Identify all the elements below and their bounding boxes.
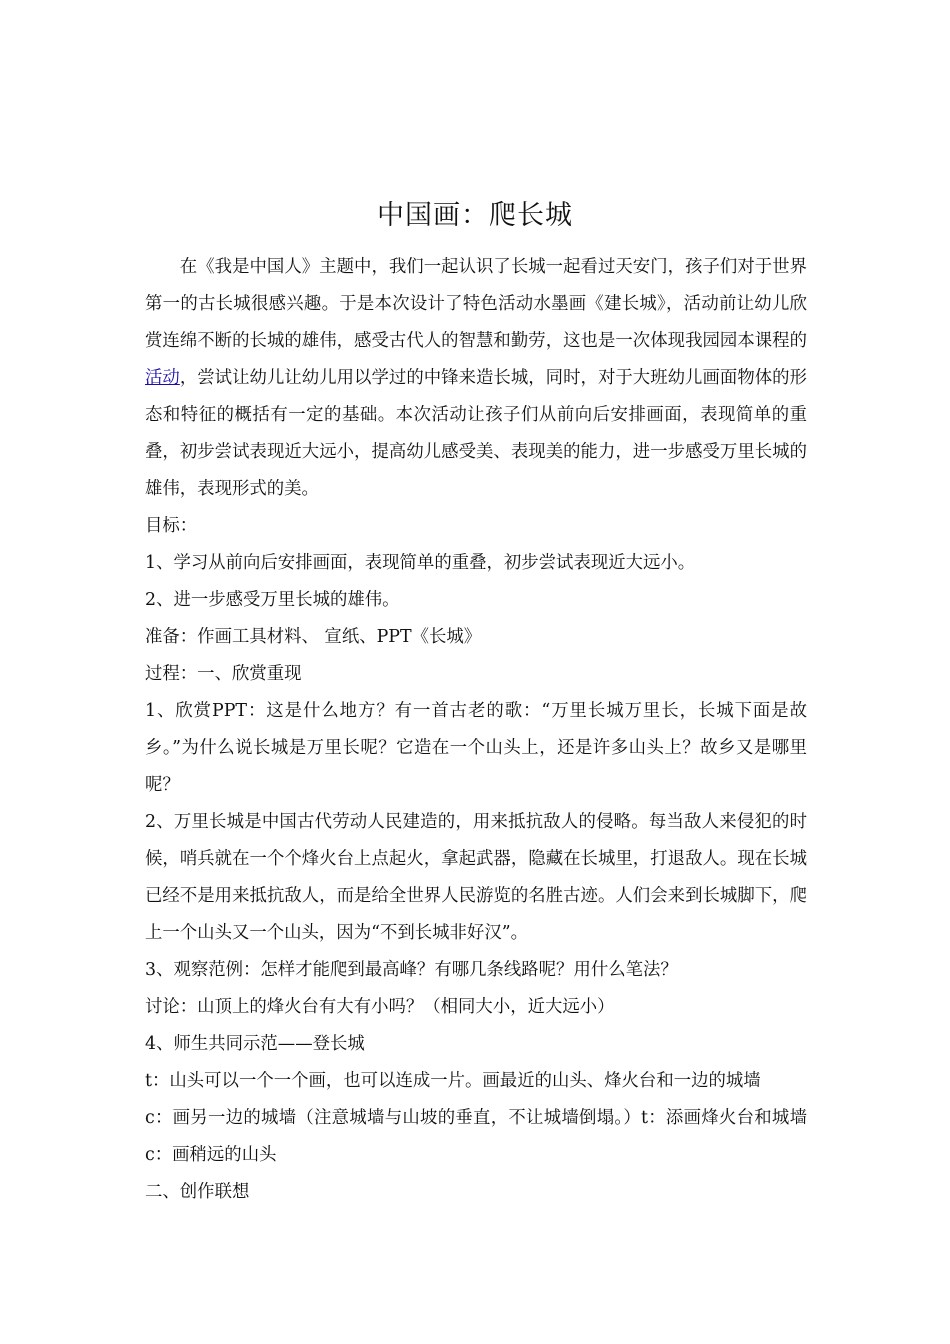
intro-text-after-link: ，尝试让幼儿让幼儿用以学过的中锋来造长城，同时，对于大班幼儿画面物体的形态和特征的概括有一定的基础。本次活动让孩子们从前向后安排画面，表现简单的重叠，初步尝试表现近大远小，提高幼儿感受美、表现美的能力，进一步感受万里长城的雄伟，表现形式的美。 [145, 368, 807, 499]
discussion-line: 讨论：山顶上的烽火台有大有小吗？（相同大小，近大远小） [145, 997, 615, 1017]
goal-item-1: 1、学习从前向后安排画面，表现简单的重叠，初步尝试表现近大远小。 [145, 553, 696, 573]
process-step-4: 4、师生共同示范——登长城 [145, 1034, 365, 1054]
intro-paragraph [145, 249, 807, 508]
document-body [145, 249, 807, 1211]
goal-item-2: 2、进一步感受万里长城的雄伟。 [145, 590, 400, 610]
preparation-line: 准备：作画工具材料、 宣纸、PPT《长城》 [145, 627, 482, 647]
section-two-heading: 二、创作联想 [145, 1182, 250, 1202]
process-step-3: 3、观察范例：怎样才能爬到最高峰？有哪几条线路呢？用什么笔法？ [145, 960, 678, 980]
child-instruction: c：画另一边的城墙（注意城墙与山坡的垂直，不让城墙倒塌。）t：添画烽火台和城墙 c：画稍远的山头 [145, 1108, 807, 1165]
activity-link[interactable]: 活动 [145, 368, 180, 388]
process-step-1: 1、欣赏PPT：这是什么地方？有一首古老的歌：“万里长城万里长，长城下面是故乡。”为什么说长城是万里长呢？它造在一个山头上，还是许多山头上？故乡又是哪里呢？ [145, 701, 807, 795]
page-title: 中国画：爬长城 [377, 200, 573, 231]
process-heading: 过程：一、欣赏重现 [145, 664, 302, 684]
intro-text-before-link: 在《我是中国人》主题中，我们一起认识了长城一起看过天安门，孩子们对于世界第一的古长城很感兴趣。于是本次设计了特色活动水墨画《建长城》，活动前让幼儿欣赏连绵不断的长城的雄伟，感受古代人的智慧和勤劳，这也是一次体现我园园本课程的 [145, 257, 807, 351]
goals-heading: 目标： [145, 516, 198, 536]
process-step-2: 2、万里长城是中国古代劳动人民建造的，用来抵抗敌人的侵略。每当敌人来侵犯的时候，哨兵就在一个个烽火台上点起火，拿起武器，隐藏在长城里，打退敌人。现在长城已经不是用来抵抗敌人，而是给全世界人民游览的名胜古迹。人们会来到长城脚下，爬上一个山头又一个山头，因为“不到长城非好汉”。 [145, 812, 807, 943]
teacher-instruction: t：山头可以一个一个画，也可以连成一片。画最近的山头、烽火台和一边的城墙 [145, 1071, 761, 1091]
